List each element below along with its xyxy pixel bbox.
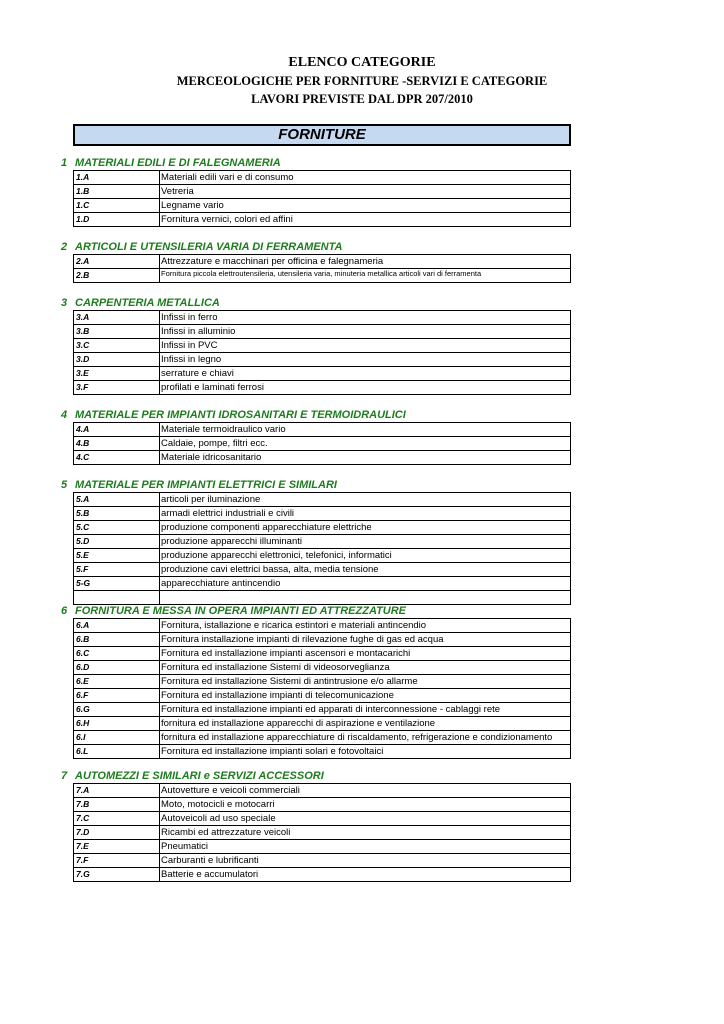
category-code: 3.F (74, 381, 160, 394)
table-row (73, 784, 571, 798)
category-code: 6.B (74, 633, 160, 646)
table-row (73, 381, 571, 395)
table-row (73, 213, 571, 227)
section-number: 5 (61, 479, 68, 491)
category-description: armadi elettrici industriali e civili (161, 508, 295, 519)
category-description: Fornitura installazione impianti di rilevazione fughe di gas ed acqua (161, 634, 444, 645)
category-code: 6.A (74, 619, 160, 632)
table-row (73, 633, 571, 647)
category-description: Autoveicoli ad uso speciale (161, 813, 276, 824)
section-title (61, 156, 572, 170)
category-code: 1.D (74, 213, 160, 226)
category-code: 7.F (74, 854, 160, 867)
table-row (73, 507, 571, 521)
section-number: 1 (61, 157, 68, 169)
table-row (73, 269, 571, 283)
category-code: 3.B (74, 325, 160, 338)
section-title (61, 296, 572, 310)
category-table (73, 254, 571, 283)
table-row (73, 549, 571, 563)
table-row (73, 647, 571, 661)
section-title (61, 408, 572, 422)
category-code: 7.G (74, 868, 160, 881)
category-description: Ricambi ed attrezzature veicoli (161, 827, 291, 838)
category-code: 2.B (74, 269, 160, 282)
category-description: Infissi in alluminio (161, 326, 236, 337)
table-row (73, 675, 571, 689)
table-row (73, 661, 571, 675)
category-code: 6.F (74, 689, 160, 702)
category-code: 4.A (74, 423, 160, 436)
category-description: Fornitura ed installazione impianti solari e fotovoltaici (161, 746, 384, 757)
table-row (73, 591, 571, 605)
category-description: Vetreria (161, 186, 194, 197)
category-code: 6.D (74, 661, 160, 674)
section-title-text: AUTOMEZZI E SIMILARI e SERVIZI ACCESSORI (75, 770, 324, 782)
category-code (74, 591, 160, 604)
table-row (73, 689, 571, 703)
section-title (61, 478, 572, 492)
category-description: Pneumatici (161, 841, 208, 852)
table-row (73, 353, 571, 367)
category-description: Moto, motocicli e motocarri (161, 799, 275, 810)
category-code: 1.B (74, 185, 160, 198)
category-description: Fornitura piccola elettroutensileria, utensileria varia, minuteria metallica articoli vari di ferramenta (161, 269, 482, 278)
category-code: 5.F (74, 563, 160, 576)
category-code: 5-G (74, 577, 160, 590)
table-row (73, 619, 571, 633)
category-description: Fornitura, istallazione e ricarica estintori e materiali antincendio (161, 620, 427, 631)
category-code: 5.B (74, 507, 160, 520)
section-number: 3 (61, 297, 68, 309)
table-row (73, 255, 571, 269)
category-description: Batterie e accumulatori (161, 869, 259, 880)
category-table (73, 492, 571, 605)
table-row (73, 185, 571, 199)
category-code: 6.L (74, 745, 160, 758)
section-title (61, 604, 572, 618)
category-code: 5.A (74, 493, 160, 506)
category-table (73, 783, 571, 882)
category-code: 6.H (74, 717, 160, 730)
section-title-text: MATERIALE PER IMPIANTI ELETTRICI E SIMILARI (75, 479, 337, 491)
table-row (73, 798, 571, 812)
category-description: Materiale termoidraulico vario (161, 424, 286, 435)
category-code: 6.E (74, 675, 160, 688)
category-description: Fornitura ed installazione impianti ascensori e montacarichi (161, 648, 411, 659)
table-row (73, 826, 571, 840)
section-number: 4 (61, 409, 68, 421)
category-description: produzione componenti apparecchiature elettriche (161, 522, 372, 533)
table-row (73, 171, 571, 185)
section-2 (61, 240, 572, 283)
category-table (73, 618, 571, 759)
category-code: 1.C (74, 199, 160, 212)
category-code: 6.G (74, 703, 160, 716)
category-description: fornitura ed installazione apparecchi di aspirazione e ventilazione (161, 718, 436, 729)
category-code: 5.E (74, 549, 160, 562)
table-row (73, 577, 571, 591)
section-5 (61, 478, 572, 605)
section-title-text: ARTICOLI E UTENSILERIA VARIA DI FERRAMENTA (75, 241, 343, 253)
section-number: 6 (61, 605, 68, 617)
category-code: 7.A (74, 784, 160, 797)
document-title: ELENCO CATEGORIE (288, 55, 436, 70)
category-description (160, 591, 570, 604)
category-description: Carburanti e lubrificanti (161, 855, 259, 866)
table-row (73, 325, 571, 339)
table-row (73, 745, 571, 759)
section-title (61, 240, 572, 254)
category-code: 7.E (74, 840, 160, 853)
category-code: 7.D (74, 826, 160, 839)
category-table (73, 422, 571, 465)
table-row (73, 703, 571, 717)
section-7 (61, 769, 572, 882)
table-row (73, 812, 571, 826)
section-3 (61, 296, 572, 395)
section-title-text: CARPENTERIA METALLICA (75, 297, 220, 309)
section-title (61, 769, 572, 783)
section-4 (61, 408, 572, 465)
category-description: produzione apparecchi elettronici, telefonici, informatici (161, 550, 392, 561)
category-description: Materiale idricosanitario (161, 452, 262, 463)
category-code: 1.A (74, 171, 160, 184)
section-6 (61, 604, 572, 759)
table-row (73, 339, 571, 353)
section-number: 7 (61, 770, 68, 782)
category-description: produzione apparecchi illuminanti (161, 536, 303, 547)
category-description: articoli per iluminazione (161, 494, 261, 505)
category-table (73, 170, 571, 227)
table-row (73, 521, 571, 535)
category-code: 2.A (74, 255, 160, 268)
category-code: 3.D (74, 353, 160, 366)
category-description: Fornitura ed installazione impianti ed apparati di interconnessione - cablaggi rete (161, 704, 501, 715)
category-description: Infissi in legno (161, 354, 222, 365)
category-description: Attrezzature e macchinari per officina e falegnameria (161, 256, 384, 267)
table-row (73, 717, 571, 731)
document-subtitle-line1: MERCEOLOGICHE PER FORNITURE -SERVIZI E CATEGORIE (176, 74, 548, 88)
table-row (73, 731, 571, 745)
category-description: Fornitura ed installazione Sistemi di antintrusione e/o allarme (161, 676, 418, 687)
section-1 (61, 156, 572, 227)
section-title-text: MATERIALI EDILI E DI FALEGNAMERIA (75, 157, 281, 169)
category-code: 5.C (74, 521, 160, 534)
category-description: apparecchiature antincendio (161, 578, 281, 589)
category-code: 7.B (74, 798, 160, 811)
category-description: fornitura ed installazione apparecchiature di riscaldamento, refrigerazione e condizionamento (161, 732, 553, 743)
section-title-text: FORNITURA E MESSA IN OPERA IMPIANTI ED ATTREZZATURE (75, 605, 407, 617)
category-description: profilati e laminati ferrosi (161, 382, 264, 393)
table-row (73, 854, 571, 868)
category-description: produzione cavi elettrici bassa, alta, media tensione (161, 564, 379, 575)
document-subtitle-line2: LAVORI PREVISTE DAL DPR 207/2010 (251, 92, 473, 106)
table-row (73, 437, 571, 451)
section-title-text: MATERIALE PER IMPIANTI IDROSANITARI E TERMOIDRAULICI (75, 409, 406, 421)
section-number: 2 (61, 241, 68, 253)
category-description: Fornitura ed installazione Sistemi di videosorveglianza (161, 662, 390, 673)
forniture-banner: FORNITURE (73, 124, 571, 146)
category-code: 6.I (74, 731, 160, 744)
category-description: Infissi in ferro (161, 312, 218, 323)
category-table (73, 310, 571, 395)
category-description: Fornitura vernici, colori ed affini (161, 214, 293, 225)
table-row (73, 840, 571, 854)
table-row (73, 563, 571, 577)
category-description: serrature e chiavi (161, 368, 234, 379)
category-description: Autovetture e veicoli commerciali (161, 785, 300, 796)
document-header (0, 54, 724, 108)
category-description: Fornitura ed installazione impianti di telecomunicazione (161, 690, 394, 701)
table-row (73, 199, 571, 213)
category-code: 7.C (74, 812, 160, 825)
table-row (73, 868, 571, 882)
table-row (73, 311, 571, 325)
table-row (73, 451, 571, 465)
category-description: Legname vario (161, 200, 224, 211)
category-code: 3.E (74, 367, 160, 380)
category-description: Materiali edili vari e di consumo (161, 172, 294, 183)
category-code: 3.C (74, 339, 160, 352)
category-code: 4.B (74, 437, 160, 450)
category-description: Caldaie, pompe, filtri ecc. (161, 438, 268, 449)
table-row (73, 423, 571, 437)
category-code: 6.C (74, 647, 160, 660)
category-code: 4.C (74, 451, 160, 464)
category-code: 5.D (74, 535, 160, 548)
table-row (73, 535, 571, 549)
table-row (73, 493, 571, 507)
category-code: 3.A (74, 311, 160, 324)
category-description: Infissi in PVC (161, 340, 218, 351)
table-row (73, 367, 571, 381)
